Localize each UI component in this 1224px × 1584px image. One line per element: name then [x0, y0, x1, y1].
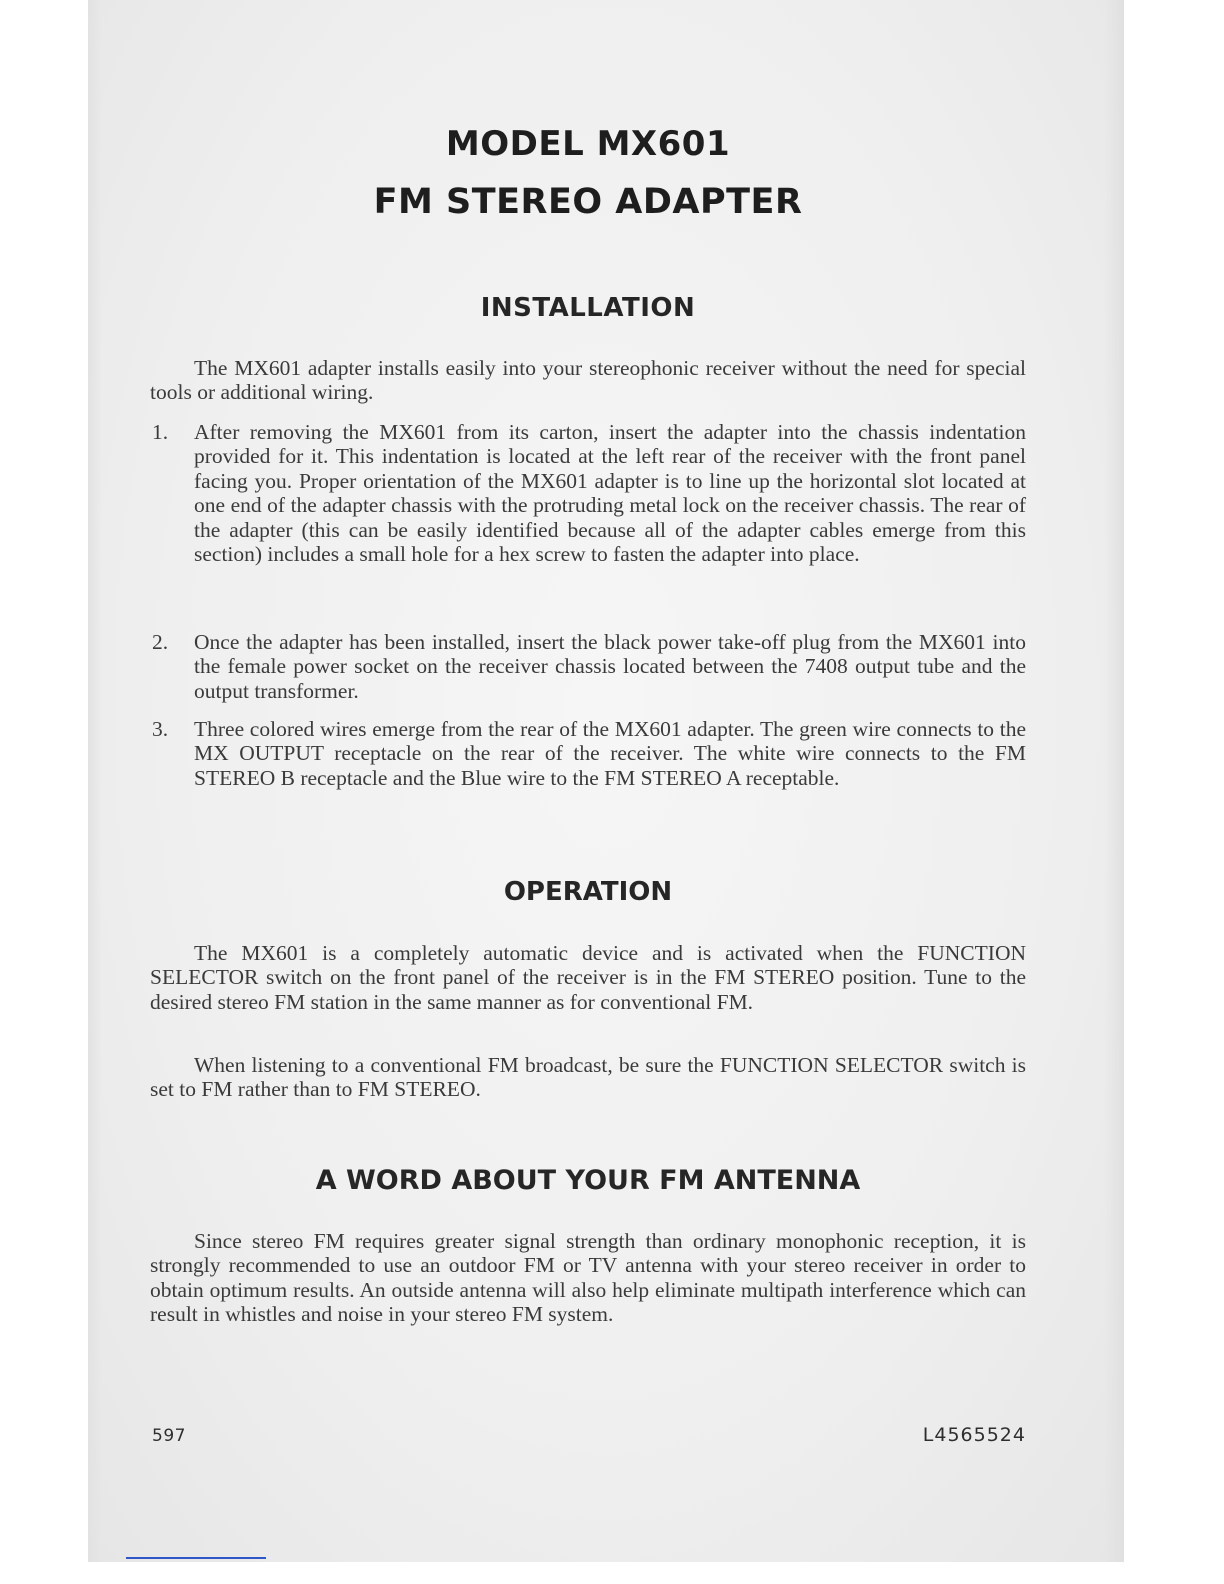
step-number: 3.	[152, 717, 169, 741]
step-number: 2.	[152, 630, 169, 654]
step-number: 1.	[152, 420, 169, 444]
step-text: After removing the MX601 from its carton, insert the adapter into the chassis indentation provided for it. This indentation is located at the left rear of the receiver with the front panel facing you. Proper orientation of the MX601 adapter is to line up the horizontal slot located at one end of the adapter chassis with the protruding metal lock on the receiver chassis. The rear of the adapter (this can be easily identified because all of the adapter cables emerge from this section) includes a small hole for a hex screw to fasten the adapter into place.	[194, 420, 1026, 567]
footer-part-number: L4565524	[922, 1424, 1026, 1446]
step-text: Once the adapter has been installed, insert the black power take-off plug from the MX601 into the female power socket on the receiver chassis located between the 7408 output tube and the output transformer.	[194, 630, 1026, 703]
document-content	[150, 0, 1026, 1562]
document-title-product: FM STEREO ADAPTER	[373, 182, 803, 222]
antenna-heading: A WORD ABOUT YOUR FM ANTENNA	[315, 1165, 861, 1196]
operation-heading: OPERATION	[503, 877, 673, 907]
paper-edge-shadow-right	[1104, 0, 1124, 1562]
operation-paragraph-1: The MX601 is a completely automatic device and is activated when the FUNCTION SELECTOR switch on the front panel of the receiver is in the FM STEREO position. Tune to the desired stereo FM station in the same manner as for conventional FM.	[150, 941, 1026, 1014]
document-title-model: MODEL MX601	[445, 124, 731, 164]
installation-intro: The MX601 adapter installs easily into your stereophonic receiver without the need for special tools or additional wiring.	[150, 356, 1026, 405]
operation-paragraph-2: When listening to a conventional FM broadcast, be sure the FUNCTION SELECTOR switch is set to FM rather than to FM STEREO.	[150, 1053, 1026, 1102]
step-text: Three colored wires emerge from the rear of the MX601 adapter. The green wire connects to the MX OUTPUT receptacle on the rear of the receiver. The white wire connects to the FM STEREO B receptacle and the Blue wire to the FM STEREO A receptable.	[194, 717, 1026, 790]
footer-code-left: 597	[152, 1426, 186, 1446]
paper-edge-shadow-left	[88, 0, 102, 1562]
installation-heading: INSTALLATION	[480, 293, 696, 323]
antenna-paragraph: Since stereo FM requires greater signal strength than ordinary monophonic reception, it is strongly recommended to use an outdoor FM or TV antenna with your stereo receiver in order to obtain optimum results. An outside antenna will also help eliminate multipath interference which can result in whistles and noise in your stereo FM system.	[150, 1229, 1026, 1327]
